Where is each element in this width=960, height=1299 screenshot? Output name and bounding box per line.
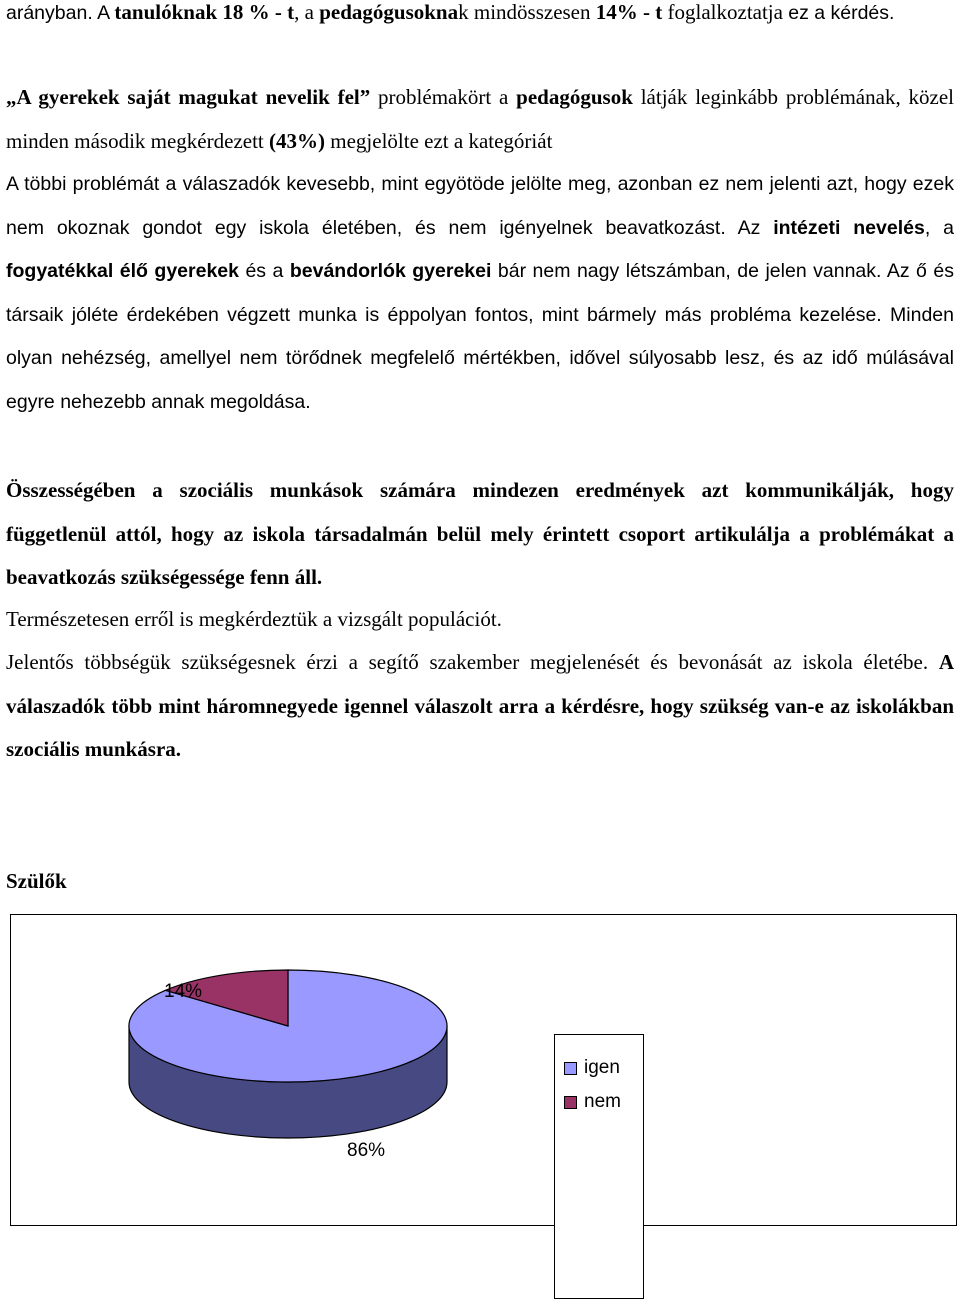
bold-text-run: bevándorlók gyerekei xyxy=(289,260,492,282)
paragraph-3 xyxy=(6,163,954,424)
text-run: problémakört a xyxy=(370,85,517,109)
text-run: , a xyxy=(294,0,320,24)
text-run: arányban. A xyxy=(6,2,115,24)
pie-chart xyxy=(10,914,957,1226)
text-run: látják leginkább problémának, közel minden második megkérdezett xyxy=(6,85,955,153)
chart-legend xyxy=(554,1034,644,1299)
paragraph-4 xyxy=(6,469,954,600)
bold-text-run: „A gyerekek saját magukat nevelik fel” xyxy=(6,85,371,109)
legend-swatch xyxy=(564,1096,577,1109)
paragraph-5 xyxy=(6,598,954,642)
bold-text-run: intézeti nevelés xyxy=(773,216,925,239)
paragraph-1 xyxy=(6,0,954,36)
bold-text-run: (43%) xyxy=(269,128,326,153)
pie-chart-svg xyxy=(11,915,956,1225)
text-run: és a xyxy=(238,260,290,282)
paragraph-2 xyxy=(6,76,954,163)
text-run: bár nem nagy létszámban, de jelen vannak. Az ő és társaik jóléte érdekében végzett munka is éppolyan fontos, mint bármely más probléma kezelése. Minden olyan nehézség, amellyel nem törődnek megfelelő mértékben, idővel súlyosabb lesz, és az idő múlásával egyre nehezebb annak megoldása. xyxy=(6,260,954,413)
legend-item xyxy=(564,1091,621,1113)
text-run: Jelentős többségük szükségesnek érzi a segítő szakember megjelenését és bevonását az iskola életébe. xyxy=(6,650,939,674)
legend-item xyxy=(564,1057,620,1079)
bold-text-run: Összességében a szociális munkások számára mindezen eredmények azt kommunikálják, hogy függetlenül attól, hogy az iskola társadalmán belül mely érintett csoport artikulálja a problémákat a beavatkozás szükségessége fenn áll. xyxy=(6,478,954,589)
legend-swatch xyxy=(564,1062,577,1075)
legend-label: nem xyxy=(584,1091,621,1112)
text-run: ez a kérdés. xyxy=(788,2,895,24)
section-heading: Szülők xyxy=(6,869,67,893)
legend-label: igen xyxy=(584,1057,620,1078)
data-label-igen: 86% xyxy=(347,1140,386,1161)
text-run: , a xyxy=(924,216,954,239)
text-run: A többi problémát a válaszadók kevesebb, mint egyötöde jelölte meg, azonban ez nem jelenti azt, hogy ezek nem okoznak gondot egy iskola életében, és nem igényelnek beavatkozást. Az xyxy=(6,173,954,239)
text-run: k mindösszesen xyxy=(458,0,596,24)
bold-text-run: pedagógusok xyxy=(516,85,633,109)
paragraph-6 xyxy=(6,641,954,772)
bold-text-run: 14% - t xyxy=(595,0,663,24)
text-run: foglalkoztatja xyxy=(662,0,789,24)
text-run: megjelölte ezt a kategóriát xyxy=(325,128,553,153)
bold-text-run: A válaszadók több mint háromnegyede igennel válaszolt arra a kérdésre, hogy szükség van-e az iskolákban szociális munkásra. xyxy=(6,650,954,761)
bold-text-run: fogyatékkal élő gyerekek xyxy=(6,260,239,282)
data-label-nem: 14% xyxy=(164,981,203,1002)
bold-text-run: pedagógusokna xyxy=(319,0,459,24)
bold-text-run: tanulóknak 18 % - t xyxy=(114,0,295,24)
text-run: Természetesen erről is megkérdeztük a vizsgált populációt. xyxy=(6,607,502,631)
